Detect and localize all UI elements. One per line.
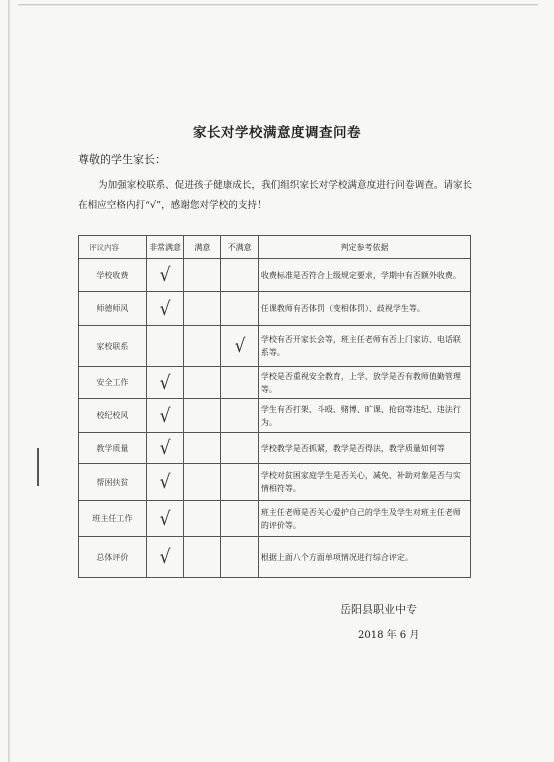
row-criteria: 学生有否打架、斗殴、赌博、旷课、抢窃等违纪、违法行为。 xyxy=(258,399,470,433)
table-row xyxy=(79,259,471,292)
survey-table-body xyxy=(79,259,471,578)
checkbox-cell-satisfied[interactable] xyxy=(184,259,221,292)
table-row xyxy=(79,399,471,433)
check-mark-icon: √ xyxy=(159,471,171,493)
row-criteria: 学校是否重视安全教育，上学、放学是否有教师值勤管理等。 xyxy=(258,367,470,399)
checkbox-cell-dissatisfied[interactable] xyxy=(221,399,258,433)
checkbox-cell-very-satisfied[interactable] xyxy=(146,326,183,367)
row-criteria: 学校有否开家长会等，班主任老师有否上门家访、电话联系等。 xyxy=(258,326,470,367)
check-mark-icon: √ xyxy=(159,404,171,427)
header-dissatisfied: 不满意 xyxy=(221,236,258,259)
checkbox-cell-dissatisfied[interactable] xyxy=(221,433,258,464)
checkbox-cell-very-satisfied[interactable] xyxy=(146,501,183,537)
checkbox-cell-satisfied[interactable] xyxy=(184,537,221,578)
table-header-row xyxy=(79,236,471,259)
table-row xyxy=(79,292,471,326)
check-mark-icon: √ xyxy=(159,546,171,568)
check-mark-icon: √ xyxy=(159,264,171,286)
checkbox-cell-satisfied[interactable] xyxy=(184,326,221,367)
checkbox-cell-satisfied[interactable] xyxy=(184,367,221,399)
checkbox-cell-dissatisfied[interactable] xyxy=(221,326,258,367)
checkbox-cell-dissatisfied[interactable] xyxy=(221,367,258,399)
check-mark-icon: √ xyxy=(159,297,171,320)
checkbox-cell-dissatisfied[interactable] xyxy=(221,259,258,292)
page-title: 家长对学校满意度调查问卷 xyxy=(193,125,361,141)
checkbox-cell-very-satisfied[interactable] xyxy=(146,367,183,399)
row-criteria: 任课教师有否体罚（变相体罚）、歧视学生等。 xyxy=(258,292,470,326)
document-date: 2018 年 6 月 xyxy=(358,630,420,641)
row-item-label: 总体评价 xyxy=(79,537,147,578)
row-criteria: 收费标准是否符合上级规定要求，学期中有否额外收费。 xyxy=(258,259,470,292)
scan-mark xyxy=(37,448,39,486)
survey-table xyxy=(78,235,471,578)
school-signature: 岳阳县职业中专 xyxy=(340,603,417,616)
table-row xyxy=(79,326,471,367)
checkbox-cell-very-satisfied[interactable] xyxy=(146,464,183,501)
header-satisfied: 满意 xyxy=(184,236,221,259)
intro-paragraph: 为加强家校联系、促进孩子健康成长，我们组织家长对学校满意度进行问卷调查。请家长在相应空格内打“√”，感谢您对学校的支持！ xyxy=(78,180,473,211)
checkbox-cell-dissatisfied[interactable] xyxy=(221,292,258,326)
table-row xyxy=(79,433,471,464)
row-criteria: 根据上面八个方面单项情况进行综合评定。 xyxy=(258,537,470,578)
row-item-label: 家校联系 xyxy=(79,326,147,367)
header-criteria: 判定参考依据 xyxy=(258,236,470,259)
checkbox-cell-dissatisfied[interactable] xyxy=(221,464,258,501)
check-mark-icon: √ xyxy=(159,507,171,530)
checkbox-cell-very-satisfied[interactable] xyxy=(146,433,183,464)
row-item-label: 帮困扶贫 xyxy=(79,464,147,501)
row-item-label: 校纪校风 xyxy=(79,399,147,433)
checkbox-cell-very-satisfied[interactable] xyxy=(146,292,183,326)
checkbox-cell-very-satisfied[interactable] xyxy=(146,399,183,433)
table-row xyxy=(79,501,471,537)
check-mark-icon: √ xyxy=(159,371,171,394)
row-item-label: 班主任工作 xyxy=(79,501,147,537)
row-item-label: 教学质量 xyxy=(79,433,147,464)
checkbox-cell-dissatisfied[interactable] xyxy=(221,501,258,537)
checkbox-cell-satisfied[interactable] xyxy=(184,433,221,464)
checkbox-cell-very-satisfied[interactable] xyxy=(146,259,183,292)
check-mark-icon: √ xyxy=(159,437,171,459)
scan-edge-shadow xyxy=(18,4,538,6)
row-item-label: 师德师风 xyxy=(79,292,147,326)
table-row xyxy=(79,367,471,399)
scan-left-edge xyxy=(8,0,11,762)
table-row xyxy=(79,537,471,578)
checkbox-cell-satisfied[interactable] xyxy=(184,501,221,537)
checkbox-cell-very-satisfied[interactable] xyxy=(146,537,183,578)
row-item-label: 安全工作 xyxy=(79,367,147,399)
check-mark-icon: √ xyxy=(234,335,246,357)
header-item: 评议内容 xyxy=(79,236,147,259)
row-criteria: 学校教学是否抓紧，教学是否得法，教学质量如何等 xyxy=(258,433,470,464)
header-very-satisfied: 非常满意 xyxy=(146,236,183,259)
checkbox-cell-satisfied[interactable] xyxy=(184,399,221,433)
greeting: 尊敬的学生家长： xyxy=(78,153,166,166)
row-criteria: 学校对贫困家庭学生是否关心，减免、补助对象是否与实情相符等。 xyxy=(258,464,470,501)
row-criteria: 班主任老师是否关心爱护自己的学生及学生对班主任老师的评价等。 xyxy=(258,501,470,537)
checkbox-cell-dissatisfied[interactable] xyxy=(221,537,258,578)
checkbox-cell-satisfied[interactable] xyxy=(184,292,221,326)
checkbox-cell-satisfied[interactable] xyxy=(184,464,221,501)
table-row xyxy=(79,464,471,501)
row-item-label: 学校收费 xyxy=(79,259,147,292)
